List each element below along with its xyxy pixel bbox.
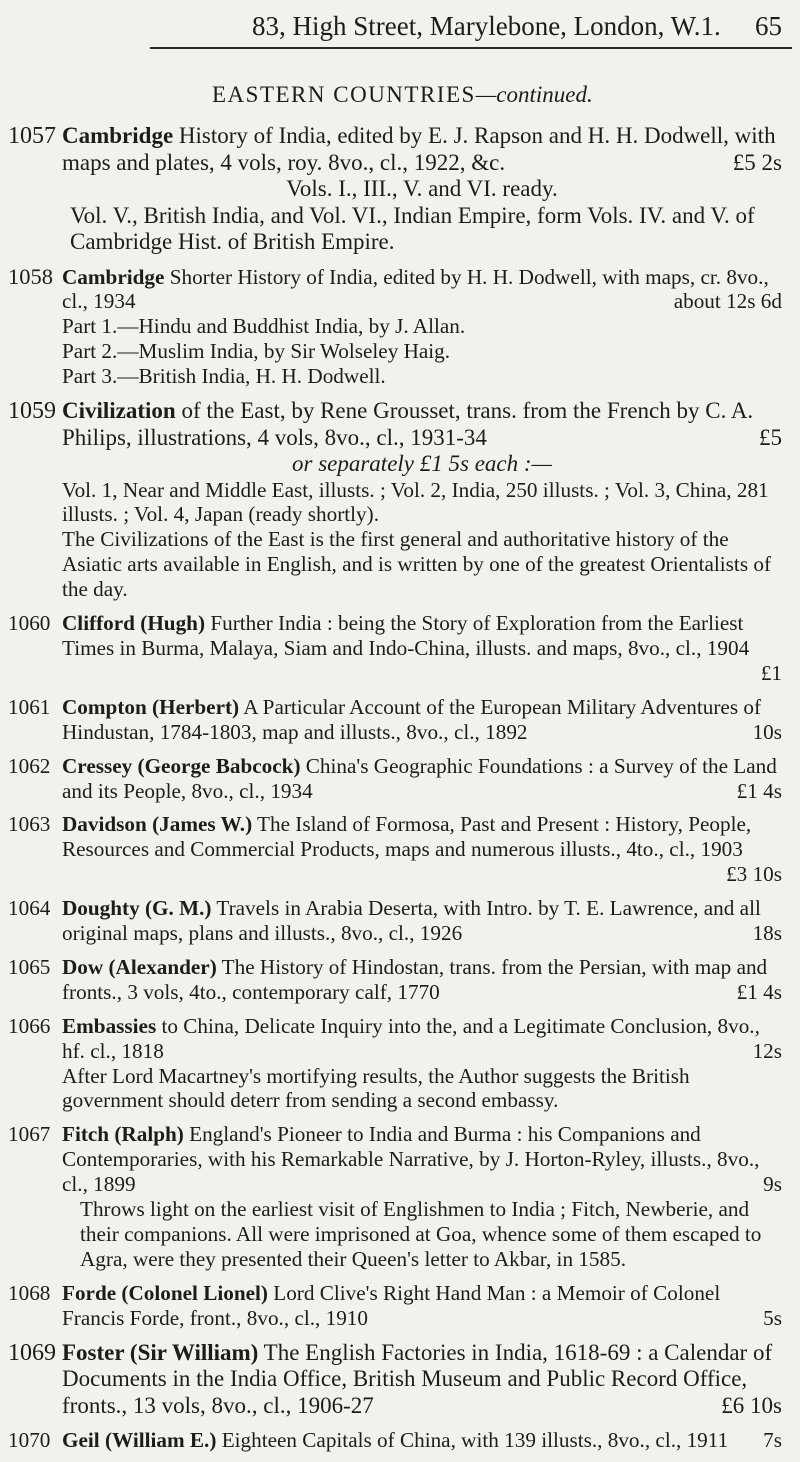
entry-price: 5s bbox=[763, 1305, 782, 1330]
entry-number: 1065 bbox=[8, 954, 51, 979]
catalogue-entry bbox=[0, 1340, 782, 1420]
header-rule bbox=[150, 47, 792, 49]
catalogue-entry bbox=[0, 1014, 782, 1114]
entry-price: 9s bbox=[763, 1172, 782, 1197]
entry-description: Further India : being the Story of Exploration from the Earliest Times in Burma, Malaya, Siam and Indo-China, illusts. and maps, 8vo., cl., 1904 bbox=[62, 611, 750, 660]
catalogue-entry bbox=[0, 123, 782, 256]
entry-number: 1063 bbox=[8, 812, 51, 837]
entry-description: History of India, edited by E. J. Rapson and H. H. Dodwell, with maps and plates, 4 vols, roy. 8vo., cl., 1922, &c. bbox=[62, 123, 776, 175]
entry-number: 1069 bbox=[8, 1339, 56, 1366]
entry-number: 1064 bbox=[8, 896, 51, 921]
entry-number: 1068 bbox=[8, 1280, 51, 1305]
entry-author: Foster (Sir William) bbox=[62, 1339, 259, 1365]
catalogue-entry bbox=[0, 1281, 782, 1331]
entry-price: 12s bbox=[752, 1038, 782, 1063]
page-number: 65 bbox=[755, 11, 782, 41]
entry-note: After Lord Macartney's mortifying results, the Author suggests the British government should deterr from sending a second embassy. bbox=[62, 1063, 690, 1113]
entry-description: China's Geographic Foundations : a Survey of the Land and its People, 8vo., cl., 1934 bbox=[62, 753, 777, 803]
catalogue-entry bbox=[0, 1428, 782, 1453]
catalogue-entry bbox=[0, 896, 782, 946]
catalogue-entry bbox=[0, 754, 782, 804]
entry-number: 1057 bbox=[8, 123, 56, 149]
entry-author: Fitch (Ralph) bbox=[62, 1122, 184, 1147]
entry-author: Doughty (G. M.) bbox=[62, 896, 212, 921]
entry-description: The History of Hindostan, trans. from the Persian, with map and fronts., 3 vols, 4to., contemporary calf, 1770 bbox=[62, 954, 768, 1004]
running-head bbox=[0, 6, 800, 46]
entry-number: 1070 bbox=[8, 1428, 51, 1453]
entry-author: Davidson (James W.) bbox=[62, 812, 253, 837]
entry-number: 1059 bbox=[8, 398, 56, 425]
entry-author: Forde (Colonel Lionel) bbox=[62, 1280, 268, 1305]
entry-part: Part 1.—Hindu and Buddhist India, by J. Allan. bbox=[62, 314, 466, 339]
entry-volumes: Vol. 1, Near and Middle East, illusts. ; Vol. 2, India, 250 illusts. ; Vol. 3, China, 281 illusts. ; Vol. 4, Japan (ready shortly). bbox=[62, 477, 769, 527]
entry-number: 1066 bbox=[8, 1013, 51, 1038]
entry-note: The Civilizations of the East is the first general and authoritative history of the Asiatic arts available in English, and is written by one of the greatest Orientalists of the day. bbox=[62, 527, 772, 602]
entry-author: Cambridge bbox=[62, 264, 165, 289]
entry-description: The Island of Formosa, Past and Present : History, People, Resources and Commercial Products, maps and numerous illusts., 4to., cl., 1903 bbox=[62, 812, 752, 862]
entry-price: £5 2s bbox=[732, 149, 782, 175]
entry-author: Embassies bbox=[62, 1013, 157, 1038]
entry-part: Part 3.—British India, H. H. Dodwell. bbox=[62, 364, 386, 389]
entry-author: Clifford (Hugh) bbox=[62, 611, 206, 636]
section-title bbox=[212, 80, 593, 110]
entry-author: Civilization bbox=[62, 398, 176, 424]
entry-description: Shorter History of India, edited by H. H. Dodwell, with maps, cr. 8vo., cl., 1934 bbox=[62, 264, 769, 314]
catalogue-entry bbox=[0, 812, 782, 887]
entry-part: Part 2.—Muslim India, by Sir Wolseley Haig. bbox=[62, 339, 451, 364]
entry-price: £1 4s bbox=[736, 778, 782, 803]
entry-note: Throws light on the earliest visit of Englishmen to India ; Fitch, Newberie, and their companions. All were imprisoned at Goa, whence some of them escaped to Agra, were they presented their Queen's letter to Akbar, in 1585. bbox=[80, 1197, 762, 1271]
entry-number: 1058 bbox=[8, 263, 53, 289]
entry-price: 18s bbox=[752, 921, 782, 946]
bookseller-address: 83, High Street, Marylebone, London, W.1. bbox=[252, 11, 721, 41]
entry-price: £1 bbox=[760, 660, 782, 685]
entry-number: 1067 bbox=[8, 1122, 51, 1147]
entry-price: £1 4s bbox=[736, 979, 782, 1004]
entry-author: Compton (Herbert) bbox=[62, 694, 240, 719]
entry-description: The English Factories in India, 1618-69 : a Calendar of Documents in the India Office, British Museum and Public Record Office, fronts., 13 vols, 8vo., cl., 1906-27 bbox=[62, 1339, 773, 1418]
entry-description: to China, Delicate Inquiry into the, and a Legitimate Conclusion, 8vo., hf. cl., 1818 bbox=[62, 1013, 760, 1063]
entry-price: about 12s 6d bbox=[673, 289, 782, 314]
entry-description: Travels in Arabia Deserta, with Intro. by T. E. Lawrence, and all original maps, plans and illusts., 8vo., cl., 1926 bbox=[62, 896, 761, 946]
entry-price: £5 bbox=[759, 424, 782, 450]
catalogue-entries bbox=[0, 123, 800, 1462]
entry-price: £6 10s bbox=[721, 1392, 782, 1418]
catalogue-entry bbox=[0, 611, 782, 686]
entry-price: 10s bbox=[752, 719, 782, 744]
entry-note: Vols. I., III., V. and VI. ready. bbox=[286, 176, 558, 201]
entry-separately: or separately £1 5s each :— bbox=[292, 451, 552, 477]
entry-author: Geil (William E.) bbox=[62, 1428, 217, 1453]
entry-price: 7s bbox=[763, 1428, 782, 1453]
entry-price: £3 10s bbox=[726, 862, 782, 887]
catalogue-entry bbox=[0, 1122, 782, 1271]
entry-author: Cressey (George Babcock) bbox=[62, 753, 301, 778]
entry-author: Cambridge bbox=[62, 123, 174, 148]
section-continued: —continued. bbox=[475, 82, 593, 107]
entry-author: Dow (Alexander) bbox=[62, 954, 217, 979]
entry-description: Eighteen Capitals of China, with 139 illusts., 8vo., cl., 1911 bbox=[216, 1428, 729, 1453]
entry-description: Lord Clive's Right Hand Man : a Memoir of Colonel Francis Forde, front., 8vo., cl., 1910 bbox=[62, 1280, 721, 1330]
catalogue-entry bbox=[0, 265, 782, 390]
entry-description: A Particular Account of the European Military Adventures of Hindustan, 1784-1803, map and illusts., 8vo., cl., 1892 bbox=[62, 694, 762, 744]
section-title-text: EASTERN COUNTRIES bbox=[212, 82, 476, 107]
entry-description: of the East, by Rene Grousset, trans. from the French by C. A. Philips, illustrations, 4 vols, 8vo., cl., 1931-34 bbox=[62, 398, 754, 450]
entry-note: Vol. V., British India, and Vol. VI., Indian Empire, form Vols. IV. and V. of Cambridge Hist. of British Empire. bbox=[70, 202, 755, 254]
entry-number: 1060 bbox=[8, 611, 51, 636]
entry-number: 1061 bbox=[8, 694, 51, 719]
catalogue-entry bbox=[0, 695, 782, 745]
entry-number: 1062 bbox=[8, 753, 51, 778]
catalogue-entry bbox=[0, 955, 782, 1005]
entry-description: England's Pioneer to India and Burma : his Companions and Contemporaries, with his Remarkable Narrative, by J. Horton-Ryley, illusts., 8vo., cl., 1899 bbox=[62, 1122, 760, 1197]
catalogue-entry bbox=[0, 398, 782, 602]
